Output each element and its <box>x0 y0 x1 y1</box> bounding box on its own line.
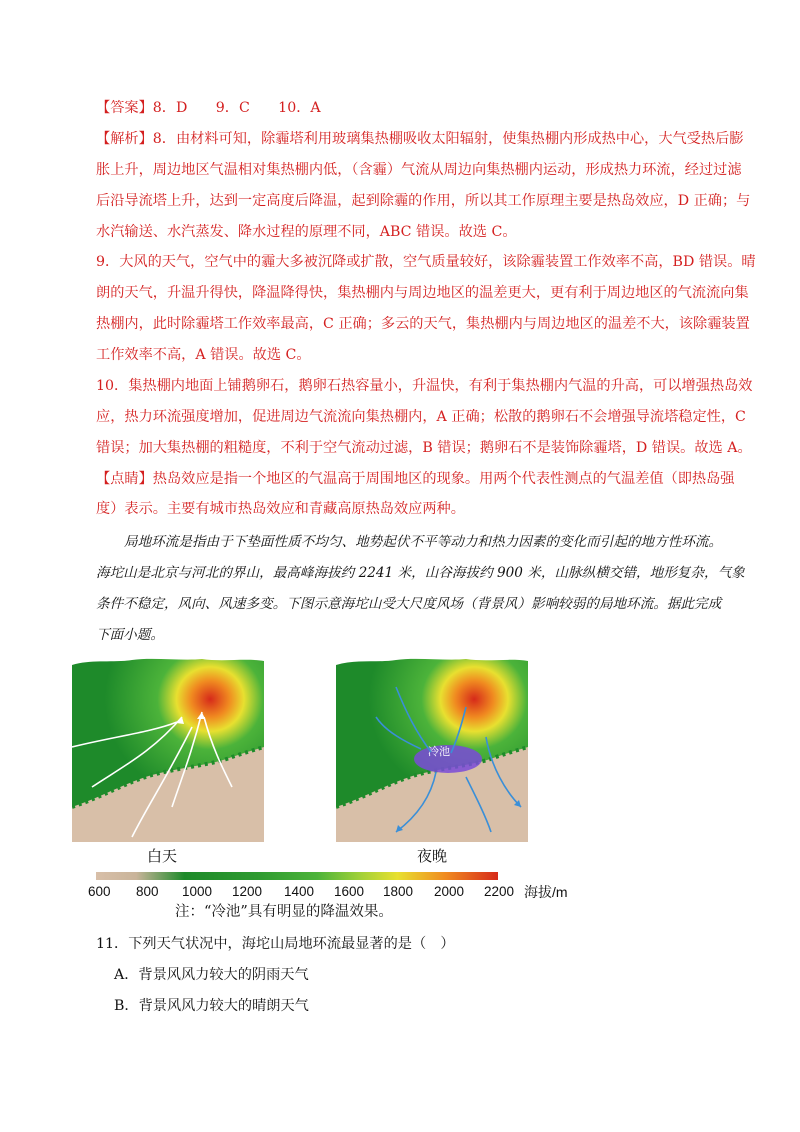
option-b[interactable]: B．背景风风力较大的晴朗天气 <box>114 998 309 1014</box>
material-line-1: 局地环流是指由于下垫面性质不均匀、地势起伏不平等动力和热力因素的变化而引起的地方性环流。 <box>124 534 723 550</box>
night-terrain-svg <box>336 657 528 842</box>
figure-note: 注：“冷池”具有明显的降温效果。 <box>175 904 393 920</box>
material-line-2: 海坨山是北京与河北的界山，最高峰海拔约 2241 米，山谷海拔约 900 米，山脉纵横交错，地形复杂，气象 <box>96 565 745 581</box>
night-caption: 夜晚 <box>417 847 448 865</box>
analysis-tag: 【解析】 <box>96 131 153 147</box>
analysis-line-8: 工作效率不高，A 错误。故选 C。 <box>96 347 311 363</box>
answer-tag: 【答案】 <box>96 100 153 116</box>
material-line-4: 下面小题。 <box>96 627 164 643</box>
night-terrain-map <box>336 657 528 842</box>
question-stem: 11．下列天气状况中，海坨山局地环流最显著的是（ ） <box>96 936 455 952</box>
tip-line-2: 度）表示。主要有城市热岛效应和青藏高原热岛效应两种。 <box>96 501 465 517</box>
analysis-line-5: 9．大风的天气，空气中的霾大多被沉降或扩散，空气质量较好，该除霾装置工作效率不高，BD 错误。晴 <box>96 254 756 270</box>
legend-unit: 海拔/m <box>524 884 568 900</box>
analysis-line-2: 胀上升，周边地区气温相对集热棚内低，（含霾）气流从周边向集热棚内运动，形成热力环流，经过过滤 <box>96 162 742 178</box>
analysis-line-6: 朗的天气，升温升得快，降温降得快，集热棚内与周边地区的温差更大，更有利于周边地区的气流流向集 <box>96 285 749 301</box>
day-terrain-map <box>72 657 264 842</box>
elevation-legend-bar <box>96 872 498 880</box>
legend-tick: 1600 <box>334 884 365 899</box>
legend-tick: 1000 <box>182 884 213 899</box>
analysis-line-4: 水汽输送、水汽蒸发、降水过程的原理不同，ABC 错误。故选 C。 <box>96 224 517 240</box>
option-a[interactable]: A．背景风风力较大的阴雨天气 <box>114 967 309 983</box>
analysis-line-3: 后沿导流塔上升，达到一定高度后降温，起到除霾的作用，所以其工作原理主要是热岛效应，D 正确；与 <box>96 193 751 209</box>
tip-tag: 【点睛】 <box>96 471 153 487</box>
day-caption: 白天 <box>147 847 178 865</box>
tip-line-1: 【点睛】热岛效应是指一个地区的气温高于周围地区的现象。用两个代表性测点的气温差值（即热岛强 <box>96 471 735 487</box>
day-terrain-svg <box>72 657 264 842</box>
legend-tick: 2000 <box>434 884 465 899</box>
material-line-3: 条件不稳定，风向、风速多变。下图示意海坨山受大尺度风场（背景风）影响较弱的局地环流。据此完成 <box>96 596 722 612</box>
legend-tick: 1800 <box>383 884 414 899</box>
analysis-line-7: 热棚内，此时除霾塔工作效率最高，C 正确；多云的天气，集热棚内与周边地区的温差不大，该除霾装置 <box>96 316 750 332</box>
analysis-line-10: 应，热力环流强度增加，促进周边气流流向集热棚内，A 正确；松散的鹅卵石不会增强导流塔稳定性，C <box>96 409 746 425</box>
analysis-line-9: 10．集热棚内地面上铺鹅卵石，鹅卵石热容量小，升温快，有利于集热棚内气温的升高，可以增强热岛效 <box>96 378 753 394</box>
answer-line <box>96 98 736 118</box>
analysis-line-11: 错误；加大集热棚的粗糙度，不利于空气流动过滤，B 错误；鹅卵石不是装饰除霾塔，D 错误。故选 A。 <box>96 440 752 456</box>
analysis-line-1: 【解析】8．由材料可知，除霾塔利用玻璃集热棚吸收太阳辐射，使集热棚内形成热中心，大气受热后膨 <box>96 131 744 147</box>
legend-tick: 800 <box>136 884 159 899</box>
legend-tick: 1200 <box>232 884 263 899</box>
legend-tick: 1400 <box>284 884 315 899</box>
legend-tick: 600 <box>88 884 111 899</box>
answer-text: 8．D 9．C 10．A <box>152 100 321 116</box>
cold-pool-label: 冷池 <box>428 745 450 758</box>
legend-tick: 2200 <box>484 884 515 899</box>
